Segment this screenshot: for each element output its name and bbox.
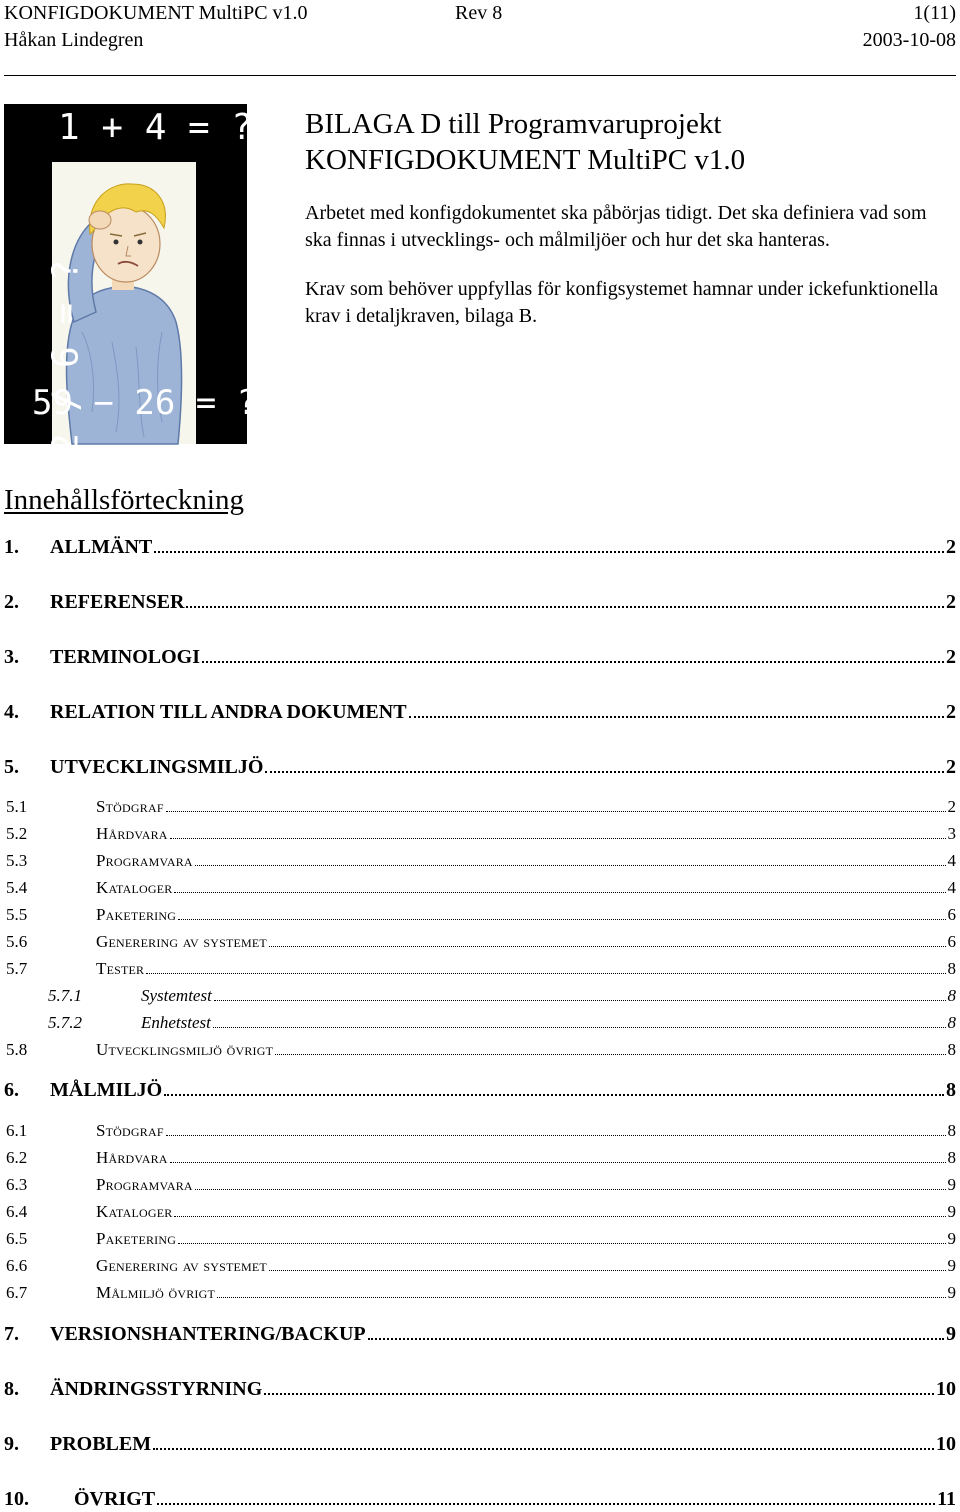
toc-entry-title: RELATION TILL ANDRA DOKUMENT — [50, 701, 407, 723]
toc-entry-number: 6.3 — [6, 1175, 28, 1194]
toc-entry-title: ÄNDRINGSSTYRNING — [50, 1378, 263, 1400]
toc-entry-page: 2 — [946, 646, 956, 668]
title-line-1: BILAGA D till Programvaruprojekt — [305, 108, 722, 140]
toc-entry-title: TERMINOLOGI — [50, 646, 201, 668]
toc-dot-leader — [146, 973, 945, 974]
toc-entry-page: 10 — [936, 1378, 956, 1400]
chalk-equation-right: 2 = 5 · 9 — [247, 254, 289, 450]
toc-entry-title: Kataloger — [96, 878, 173, 897]
toc-entry[interactable] — [4, 1038, 956, 1062]
toc-entry-number: 6.7 — [6, 1283, 28, 1302]
toc-entry[interactable] — [4, 644, 956, 670]
page-number: 1(11) — [913, 2, 956, 24]
toc-dot-leader — [269, 1270, 946, 1271]
toc-entry-title: Paketering — [96, 1229, 177, 1248]
toc-entry-number: 5.7.1 — [48, 986, 82, 1005]
toc-entry[interactable] — [4, 1376, 956, 1402]
toc-entry-page: 3 — [947, 824, 956, 843]
toc-entry[interactable] — [4, 754, 956, 780]
toc-entry-number: 5. — [4, 756, 19, 778]
toc-entry-title: Programvara — [96, 1175, 193, 1194]
toc-dot-leader — [186, 606, 944, 608]
toc-entry-title: Enhetstest — [141, 1013, 211, 1032]
toc-entry-page: 8 — [947, 1013, 956, 1032]
title-line-2: KONFIGDOKUMENT MultiPC v1.0 — [305, 144, 746, 176]
toc-entry-page: 2 — [946, 701, 956, 723]
toc-entry[interactable] — [4, 1119, 956, 1143]
toc-entry-number: 6.6 — [6, 1256, 28, 1275]
toc-entry[interactable] — [4, 1486, 956, 1512]
toc-dot-leader — [157, 1503, 935, 1505]
toc-entry-page: 2 — [946, 591, 956, 613]
toc-entry-title: Programvara — [96, 851, 193, 870]
toc-dot-leader — [213, 1027, 946, 1028]
toc-entry-title: MÅLMILJÖ — [50, 1079, 163, 1101]
toc-dot-leader — [264, 1393, 934, 1395]
toc-entry-page: 9 — [947, 1229, 956, 1248]
toc-entry-page: 4 — [947, 851, 956, 870]
toc-entry-title: Hårdvara — [96, 824, 168, 843]
toc-entry-page: 8 — [947, 1040, 956, 1059]
toc-entry-title: Paketering — [96, 905, 177, 924]
toc-entry[interactable] — [4, 534, 956, 560]
toc-entry-page: 6 — [947, 905, 956, 924]
intro-paragraph-2: Krav som behöver uppfyllas för konfigsystemet hamnar under ickefunktionella krav i detaljkraven, bilaga B. — [305, 278, 939, 327]
toc-entry[interactable] — [4, 1173, 956, 1197]
toc-entry[interactable] — [4, 589, 956, 615]
toc-dot-leader — [269, 946, 946, 947]
toc-entry[interactable] — [4, 1254, 956, 1278]
toc-dot-leader — [178, 1243, 945, 1244]
toc-entry-title: Hårdvara — [96, 1148, 168, 1167]
toc-entry-page: 8 — [947, 986, 956, 1005]
toc-entry[interactable] — [4, 849, 956, 873]
toc-entry-number: 5.8 — [6, 1040, 28, 1059]
toc-entry[interactable] — [4, 876, 956, 900]
toc-entry-page: 9 — [947, 1256, 956, 1275]
toc-entry-page: 11 — [937, 1488, 956, 1510]
toc-entry-number: 5.5 — [6, 905, 28, 924]
toc-entry-title: VERSIONSHANTERING/BACKUP — [50, 1323, 366, 1345]
toc-entry-page: 8 — [947, 1121, 956, 1140]
toc-entry-page: 6 — [947, 932, 956, 951]
toc-entry-number: 6.4 — [6, 1202, 28, 1221]
toc-entry-number: 6.2 — [6, 1148, 28, 1167]
toc-entry-title: REFERENSER — [50, 591, 185, 613]
toc-entry-title: ALLMÄNT — [50, 536, 153, 558]
toc-entry[interactable] — [4, 699, 956, 725]
toc-entry[interactable] — [4, 822, 956, 846]
toc-entry-number: 5.4 — [6, 878, 28, 897]
toc-entry-page: 4 — [947, 878, 956, 897]
toc-dot-leader — [368, 1338, 944, 1340]
toc-entry-page: 2 — [946, 756, 956, 778]
toc-entry-page: 9 — [947, 1202, 956, 1221]
toc-entry[interactable] — [4, 1431, 956, 1457]
toc-entry-number: 6.1 — [6, 1121, 28, 1140]
toc-entry-title: Utvecklingsmiljö övrigt — [96, 1040, 274, 1059]
toc-dot-leader — [265, 771, 944, 773]
toc-entry-page: 8 — [947, 959, 956, 978]
toc-dot-leader — [166, 811, 946, 812]
toc-dot-leader — [409, 716, 944, 718]
toc-entry-number: 9. — [4, 1433, 19, 1455]
toc-dot-leader — [214, 1000, 946, 1001]
toc-entry[interactable] — [4, 1077, 956, 1103]
toc-dot-leader — [170, 838, 946, 839]
toc-dot-leader — [154, 551, 944, 553]
toc-entry-title: Målmiljö övrigt — [96, 1283, 216, 1302]
header-divider — [4, 75, 956, 76]
toc-dot-leader — [178, 919, 945, 920]
intro-section — [305, 106, 955, 330]
toc-entry-title: Stödgraf — [96, 1121, 164, 1140]
toc-entry-number: 5.2 — [6, 824, 28, 843]
toc-entry[interactable] — [4, 795, 956, 819]
toc-entry-page: 10 — [936, 1433, 956, 1455]
toc-entry-title: UTVECKLINGSMILJÖ — [50, 756, 264, 778]
toc-entry-page: 2 — [947, 797, 956, 816]
toc-entry-page: 2 — [946, 536, 956, 558]
toc-entry-title: Stödgraf — [96, 797, 164, 816]
chalk-equation-left: 42 / 6 = ? — [45, 259, 87, 477]
toc-entry[interactable] — [4, 1011, 956, 1035]
toc-dot-leader — [202, 661, 944, 663]
author: Håkan Lindegren — [4, 29, 144, 51]
toc-entry[interactable] — [4, 957, 956, 981]
toc-entry-title: Generering av systemet — [96, 1256, 267, 1275]
toc-entry-number: 6.5 — [6, 1229, 28, 1248]
toc-entry-number: 5.3 — [6, 851, 28, 870]
toc-entry-number: 6. — [4, 1079, 19, 1101]
toc-entry[interactable] — [4, 930, 956, 954]
document-name: KONFIGDOKUMENT MultiPC v1.0 — [4, 2, 308, 24]
toc-entry[interactable] — [4, 1281, 956, 1305]
toc-entry-number: 8. — [4, 1378, 19, 1400]
toc-entry-title: Tester — [96, 959, 145, 978]
toc-entry-page: 9 — [947, 1175, 956, 1194]
toc-entry[interactable] — [4, 1321, 956, 1347]
toc-entry[interactable] — [4, 1200, 956, 1224]
toc-entry-page: 9 — [946, 1323, 956, 1345]
toc-entry-title: Kataloger — [96, 1202, 173, 1221]
toc-entry-number: 2. — [4, 591, 19, 613]
revision: Rev 8 — [455, 2, 503, 24]
date: 2003-10-08 — [862, 29, 956, 51]
toc-entry-number: 5.7 — [6, 959, 28, 978]
toc-dot-leader — [170, 1162, 946, 1163]
toc-dot-leader — [153, 1448, 934, 1450]
toc-entry-number: 4. — [4, 701, 19, 723]
intro-paragraph-1: Arbetet med konfigdokumentet ska påbörjas tidigt. Det ska definiera vad som ska finnas i utvecklings- och målmiljöer och hur det ska hanteras. — [305, 202, 927, 251]
toc-entry-title: PROBLEM — [50, 1433, 152, 1455]
toc-heading: Innehållsförteckning — [4, 484, 244, 516]
toc-dot-leader — [164, 1094, 944, 1096]
toc-dot-leader — [217, 1297, 945, 1298]
chalk-equation-top: 1 + 4 = ? — [58, 107, 254, 148]
toc-dot-leader — [275, 1054, 945, 1055]
toc-entry-number: 7. — [4, 1323, 19, 1345]
page-header — [4, 0, 956, 54]
toc-entry-number: 3. — [4, 646, 19, 668]
toc-entry-title: Systemtest — [141, 986, 212, 1005]
toc-dot-leader — [195, 865, 946, 866]
toc-entry-page: 8 — [947, 1148, 956, 1167]
toc-entry-page: 9 — [947, 1283, 956, 1302]
toc-dot-leader — [195, 1189, 946, 1190]
toc-entry[interactable] — [4, 1227, 956, 1251]
toc-entry-number: 5.6 — [6, 932, 28, 951]
toc-dot-leader — [174, 892, 945, 893]
toc-entry[interactable] — [4, 1146, 956, 1170]
toc-entry-title: Generering av systemet — [96, 932, 267, 951]
toc-entry-title: ÖVRIGT — [74, 1488, 156, 1510]
toc-entry-number: 10. — [4, 1488, 29, 1510]
toc-dot-leader — [174, 1216, 945, 1217]
toc-entry-number: 5.1 — [6, 797, 28, 816]
toc-entry[interactable] — [4, 984, 956, 1008]
chalk-equation-bottom: 59 − 26 = ? — [32, 383, 258, 423]
confused-boy-illustration — [4, 104, 289, 477]
toc-entry-number: 5.7.2 — [48, 1013, 82, 1032]
toc-entry[interactable] — [4, 903, 956, 927]
toc-entry-number: 1. — [4, 536, 19, 558]
document-title — [305, 106, 955, 178]
toc-entry-page: 8 — [946, 1079, 956, 1101]
toc-dot-leader — [166, 1135, 946, 1136]
